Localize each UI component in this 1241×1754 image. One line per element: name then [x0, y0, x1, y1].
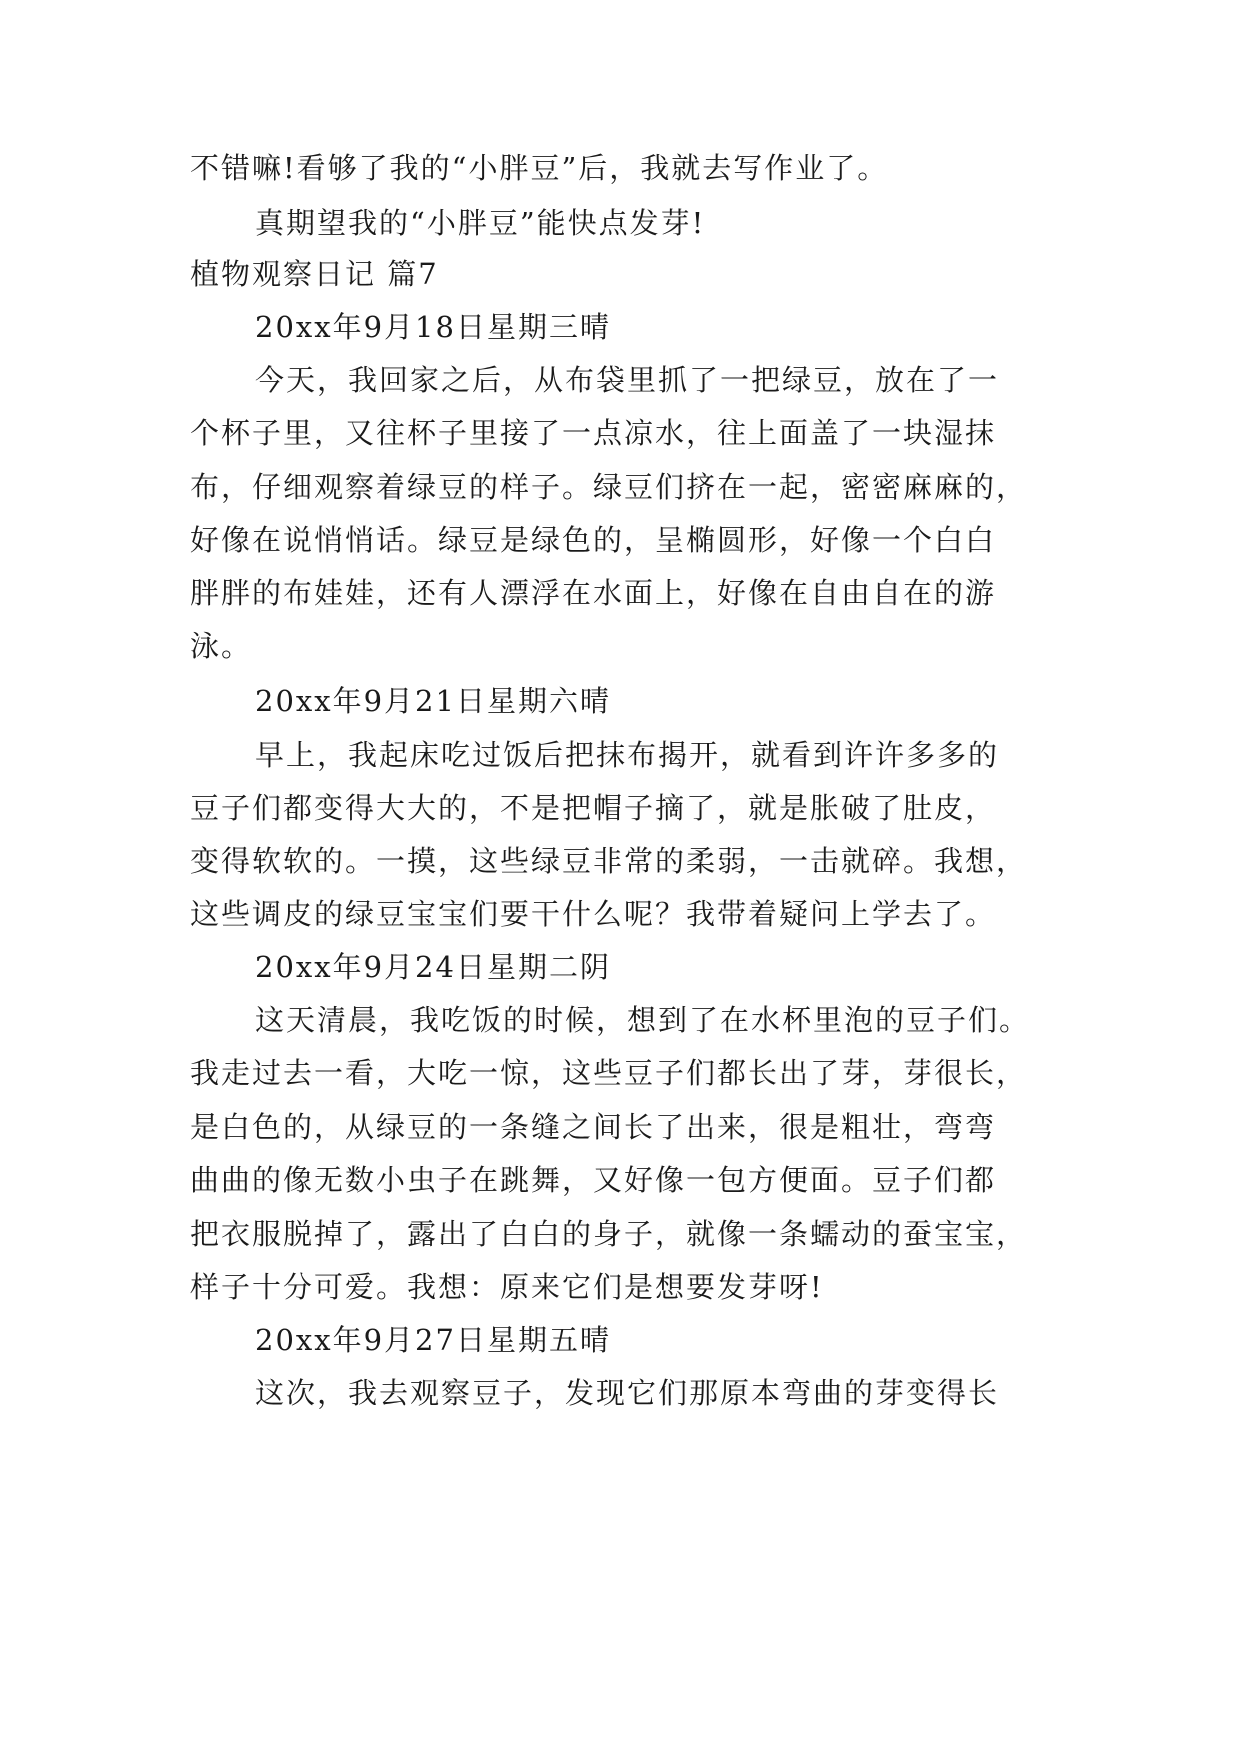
paragraph-line: 豆子们都变得大大的，不是把帽子摘了，就是胀破了肚皮， — [190, 791, 997, 825]
paragraph-line: 变得软软的。一摸，这些绿豆非常的柔弱，一击就碎。我想， — [190, 844, 1028, 878]
paragraph-line: 把衣服脱掉了，露出了白白的身子，就像一条蠕动的蚕宝宝， — [190, 1217, 1028, 1251]
paragraph-line: 好像在说悄悄话。绿豆是绿色的，呈椭圆形，好像一个白白 — [190, 523, 997, 557]
paragraph-line: 不错嘛!看够了我的“小胖豆”后，我就去写作业了。 — [190, 151, 889, 185]
paragraph-line: 样子十分可爱。我想：原来它们是想要发芽呀! — [190, 1270, 824, 1304]
diary-date: 20xx年9月21日星期六晴 — [255, 684, 611, 718]
paragraph-line: 曲曲的像无数小虫子在跳舞，又好像一包方便面。豆子们都 — [190, 1163, 997, 1197]
paragraph-line: 是白色的，从绿豆的一条缝之间长了出来，很是粗壮，弯弯 — [190, 1110, 997, 1144]
paragraph-line: 我走过去一看，大吃一惊，这些豆子们都长出了芽，芽很长， — [190, 1056, 1028, 1090]
paragraph-line: 这些调皮的绿豆宝宝们要干什么呢？我带着疑问上学去了。 — [190, 897, 997, 931]
paragraph-line: 今天，我回家之后，从布袋里抓了一把绿豆，放在了一 — [255, 363, 1000, 397]
diary-date: 20xx年9月18日星期三晴 — [255, 310, 611, 344]
paragraph-line: 个杯子里，又往杯子里接了一点凉水，往上面盖了一块湿抹 — [190, 416, 997, 450]
paragraph-line: 早上，我起床吃过饭后把抹布揭开，就看到许许多多的 — [255, 738, 1000, 772]
diary-date: 20xx年9月24日星期二阴 — [255, 950, 611, 984]
paragraph-line: 布，仔细观察着绿豆的样子。绿豆们挤在一起，密密麻麻的， — [190, 470, 1028, 504]
section-heading: 植物观察日记 篇7 — [190, 257, 439, 291]
diary-date: 20xx年9月27日星期五晴 — [255, 1323, 611, 1357]
paragraph-line: 泳。 — [190, 629, 253, 663]
paragraph-line: 胖胖的布娃娃，还有人漂浮在水面上，好像在自由自在的游 — [190, 576, 997, 610]
paragraph-line: 这天清晨，我吃饭的时候，想到了在水杯里泡的豆子们。 — [255, 1003, 1031, 1037]
paragraph-line: 这次，我去观察豆子，发现它们那原本弯曲的芽变得长 — [255, 1376, 1000, 1410]
paragraph-line: 真期望我的“小胖豆”能快点发芽! — [255, 206, 706, 240]
